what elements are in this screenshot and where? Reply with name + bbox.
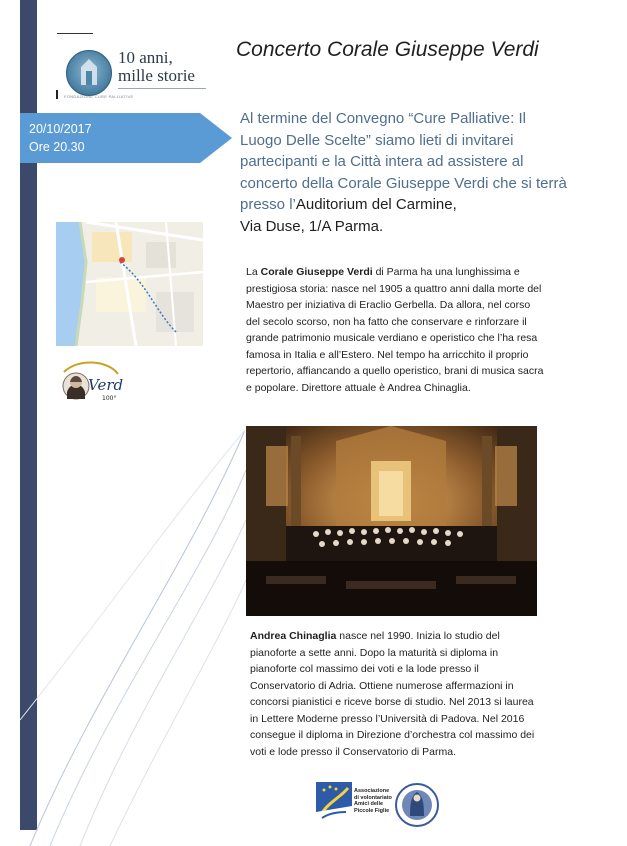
intro-address: Via Duse, 1/A Parma. <box>240 217 384 235</box>
logo-line1: 10 anni, <box>118 48 173 67</box>
event-datetime <box>29 120 92 156</box>
verdi-logo-name: Verdi <box>88 376 124 394</box>
corale-text: di Parma ha una lunghissima e prestigiosa storia: nasce nel 1905 a quattro anni dalla morte del Maestro per iniziativa di Eraclio Gerbella. Da allora, nel corso del secolo scorso, non ha fatto che conservare e rinforzare il grande patrimonio musicale verdiano e operistico che l’ha resa famosa in Italia e all’Estero. Nel tempo ha arricchito il proprio repertorio, affiancando a quello operistico, brani di musica sacra e popolare. Direttore attuale è Andrea Chinaglia. <box>246 266 544 394</box>
concert-photo <box>246 426 537 616</box>
director-paragraph <box>250 628 540 760</box>
logo-tagline: FONDAZIONE CURE PALLIATIVE <box>64 94 134 99</box>
verdi-logo-years: 100° <box>102 395 117 402</box>
association-logo <box>316 782 352 824</box>
location-map <box>56 222 203 346</box>
event-time: Ore 20.30 <box>29 140 85 154</box>
director-text: nasce nel 1990. Inizia lo studio del pianoforte a sette anni. Dopo la maturità si diploma in pianoforte col massimo dei voti e la lode presso il Conservatorio di Adria. Ottiene numerose affermazioni in concorsi pianistici e riceve borse di studio. Nel 2013 si laurea in Lettere Moderne presso l’Università di Padova. Nel 2016 consegue il diploma in Direzione d’orchestra col massimo dei voti e lode presso il Conservatorio di Parma. <box>250 630 535 758</box>
logo-line2: mille storie <box>118 66 195 85</box>
association-name: Associazione di volontariato Amici delle Piccole Figlie <box>354 788 392 814</box>
verdi-centenary-logo <box>58 358 124 408</box>
logo-rule <box>118 88 206 89</box>
intro-text: Al termine del Convegno “Cure Palliative: Il Luogo Delle Scelte” siamo lieti di invitarei partecipanti e la Città intera ad assistere al concerto della Corale Giuseppe Verdi che si terrà presso l’ <box>240 110 567 213</box>
page-title: Concerto Corale Giuseppe Verdi <box>236 38 539 61</box>
director-name: Andrea Chinaglia <box>250 630 337 642</box>
event-date: 20/10/2017 <box>29 122 92 136</box>
text-cursor <box>56 90 58 99</box>
intro-paragraph <box>240 108 570 237</box>
corale-paragraph <box>246 264 544 396</box>
top-rule <box>57 33 93 34</box>
logo <box>62 48 207 100</box>
logo-emblem-icon <box>66 50 112 96</box>
corale-prefix: La <box>246 266 261 278</box>
corale-name: Corale Giuseppe Verdi <box>260 266 373 278</box>
intro-venue: Auditorium del Carmine, <box>295 196 457 213</box>
association-seal <box>394 782 440 828</box>
